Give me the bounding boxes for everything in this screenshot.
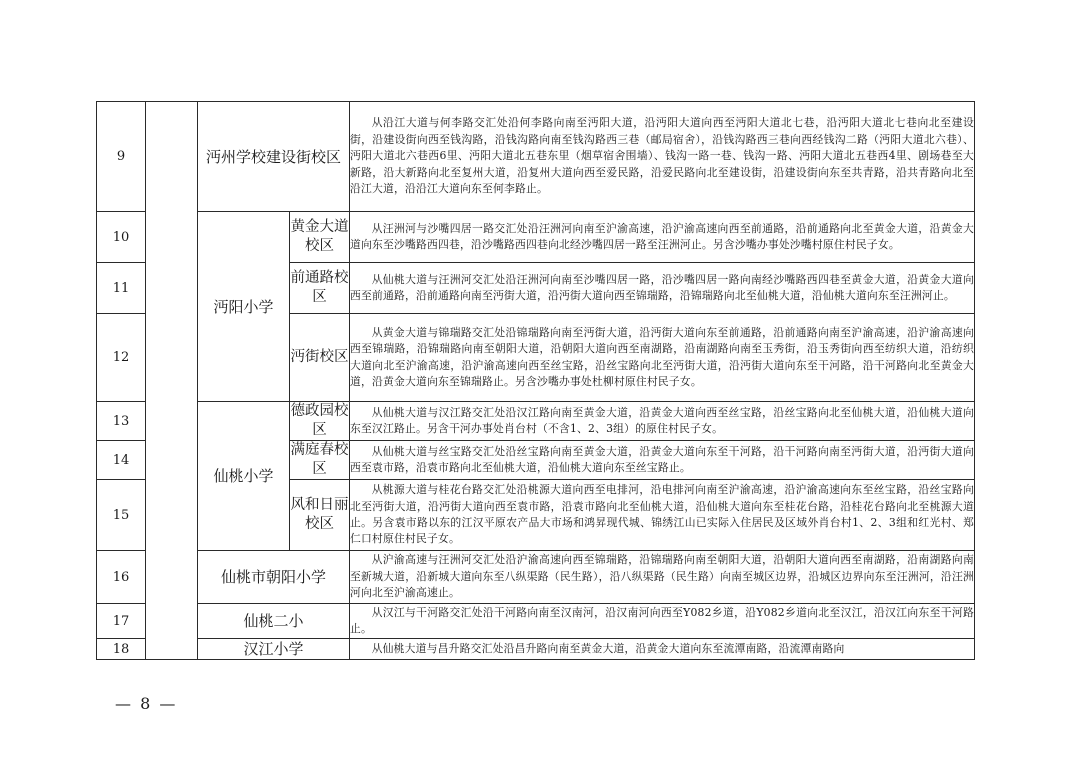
row-number: 18 bbox=[97, 639, 146, 660]
district-description: 从桃源大道与桂花台路交汇处沿桃源大道向西至电排河，沿电排河向南至沪渝高速，沿沪渝高速向东至丝宝路，沿丝宝路向北至沔街大道，沿沔街大道向西至袁市路，沿袁市路向北至仙桃大道，沿仙桃大道向东至桂花台路，沿桂花台路向北至桃源大道止。另含袁市路以东的江汉平原农产品大市场和鸿昇现代城、锦绣江山已实际入住居民及区域外肖台村1、2、3组和红光村、郑仁口村原住村民子女。 bbox=[350, 480, 975, 551]
district-description: 从黄金大道与锦瑞路交汇处沿锦瑞路向南至沔街大道，沿沔街大道向东至前通路，沿前通路向南至沪渝高速，沿沪渝高速向西至锦瑞路，沿锦瑞路向南至朝阳大道，沿朝阳大道向西至南湖路，沿南湖路向南至玉秀街，沿玉秀街向西至纺织大道，沿纺织大道向北至沪渝高速，沿沪渝高速向西至丝宝路，沿丝宝路向北至沔街大道，沿沔街大道向东至干河路，沿干河路向北至黄金大道，沿黄金大道向东至锦瑞路止。另含沙嘴办事处杜柳村原住村民子女。 bbox=[350, 314, 975, 402]
district-description: 从仙桃大道与昌升路交汇处沿昌升路向南至黄金大道，沿黄金大道向东至流潭南路，沿流潭南路向 bbox=[350, 639, 975, 660]
row-number: 13 bbox=[97, 402, 146, 441]
campus-name: 前通路校区 bbox=[290, 263, 350, 314]
campus-name: 沔街校区 bbox=[290, 314, 350, 402]
campus-name: 满庭春校区 bbox=[290, 441, 350, 480]
table-row bbox=[97, 402, 975, 441]
school-name: 仙桃二小 bbox=[198, 604, 350, 639]
district-description: 从沿江大道与何李路交汇处沿何李路向南至沔阳大道，沿沔阳大道向西至沔阳大道北七巷，沿沔阳大道北七巷向北至建设街，沿建设街向西至钱沟路，沿钱沟路向南至钱沟路西三巷（邮局宿舍），沿钱沟路西三巷向西经钱沟二路（沔阳大道北六巷）、沔阳大道北六巷西6里、沔阳大道北五巷东里（烟草宿舍围墙）、钱沟一路一巷、钱沟一路、沔阳大道北五巷西4里、剧场巷至大新路，沿大新路向北至复州大道，沿复州大道向西至爱民路，沿爱民路向北至建设街，沿建设街向东至共青路，沿共青路向北至沿江大道，沿沿江大道向东至何李路止。 bbox=[350, 102, 975, 212]
table-row bbox=[97, 639, 975, 660]
blank-column bbox=[146, 102, 198, 660]
row-number: 15 bbox=[97, 480, 146, 551]
campus-name: 风和日丽校区 bbox=[290, 480, 350, 551]
district-description: 从仙桃大道与汉江路交汇处沿汉江路向南至黄金大道，沿黄金大道向西至丝宝路，沿丝宝路向北至仙桃大道，沿仙桃大道向东至汉江路止。另含干河办事处肖台村（不含1、2、3组）的原住村民子女。 bbox=[350, 402, 975, 441]
row-number: 12 bbox=[97, 314, 146, 402]
table-row bbox=[97, 102, 975, 212]
district-description: 从沪渝高速与汪洲河交汇处沿沪渝高速向西至锦瑞路，沿锦瑞路向南至朝阳大道，沿朝阳大道向西至南湖路，沿南湖路向南至新城大道，沿新城大道向东至八纵渠路（民生路），沿八纵渠路（民生路）向南至城区边界，沿城区边界向东至汪洲河，沿汪洲河向北至沪渝高速止。 bbox=[350, 551, 975, 604]
table-row bbox=[97, 604, 975, 639]
row-number: 17 bbox=[97, 604, 146, 639]
page-number: — 8 — bbox=[115, 694, 178, 713]
row-number: 9 bbox=[97, 102, 146, 212]
district-description: 从仙桃大道与丝宝路交汇处沿丝宝路向南至黄金大道，沿黄金大道向东至干河路，沿干河路向南至沔街大道，沿沔街大道向西至袁市路，沿袁市路向北至仙桃大道，沿仙桃大道向东至丝宝路止。 bbox=[350, 441, 975, 480]
school-name: 仙桃小学 bbox=[198, 402, 290, 551]
campus-name: 黄金大道校区 bbox=[290, 212, 350, 263]
district-description: 从汉江与干河路交汇处沿干河路向南至汉南河，沿汉南河向西至Y082乡道，沿Y082乡道向北至汉江，沿汉江向东至干河路止。 bbox=[350, 604, 975, 639]
school-name: 仙桃市朝阳小学 bbox=[198, 551, 350, 604]
school-name: 汉江小学 bbox=[198, 639, 350, 660]
district-description: 从汪洲河与沙嘴四居一路交汇处沿汪洲河向南至沪渝高速，沿沪渝高速向西至前通路，沿前通路向北至黄金大道，沿黄金大道向东至沙嘴路西四巷，沿沙嘴路西四巷向北经沙嘴四居一路至汪洲河止。另含沙嘴办事处沙嘴村原住村民子女。 bbox=[350, 212, 975, 263]
table-row bbox=[97, 212, 975, 263]
school-district-table bbox=[96, 101, 975, 660]
row-number: 16 bbox=[97, 551, 146, 604]
row-number: 10 bbox=[97, 212, 146, 263]
campus-name: 德政园校区 bbox=[290, 402, 350, 441]
row-number: 14 bbox=[97, 441, 146, 480]
school-name: 沔阳小学 bbox=[198, 212, 290, 402]
row-number: 11 bbox=[97, 263, 146, 314]
school-name: 沔州学校建设街校区 bbox=[198, 102, 350, 212]
district-description: 从仙桃大道与汪洲河交汇处沿汪洲河向南至沙嘴四居一路，沿沙嘴四居一路向南经沙嘴路西四巷至黄金大道，沿黄金大道向西至前通路，沿前通路向南至沔街大道，沿沔街大道向西至锦瑞路，沿锦瑞路向北至仙桃大道，沿仙桃大道向东至汪洲河止。 bbox=[350, 263, 975, 314]
table-row bbox=[97, 551, 975, 604]
